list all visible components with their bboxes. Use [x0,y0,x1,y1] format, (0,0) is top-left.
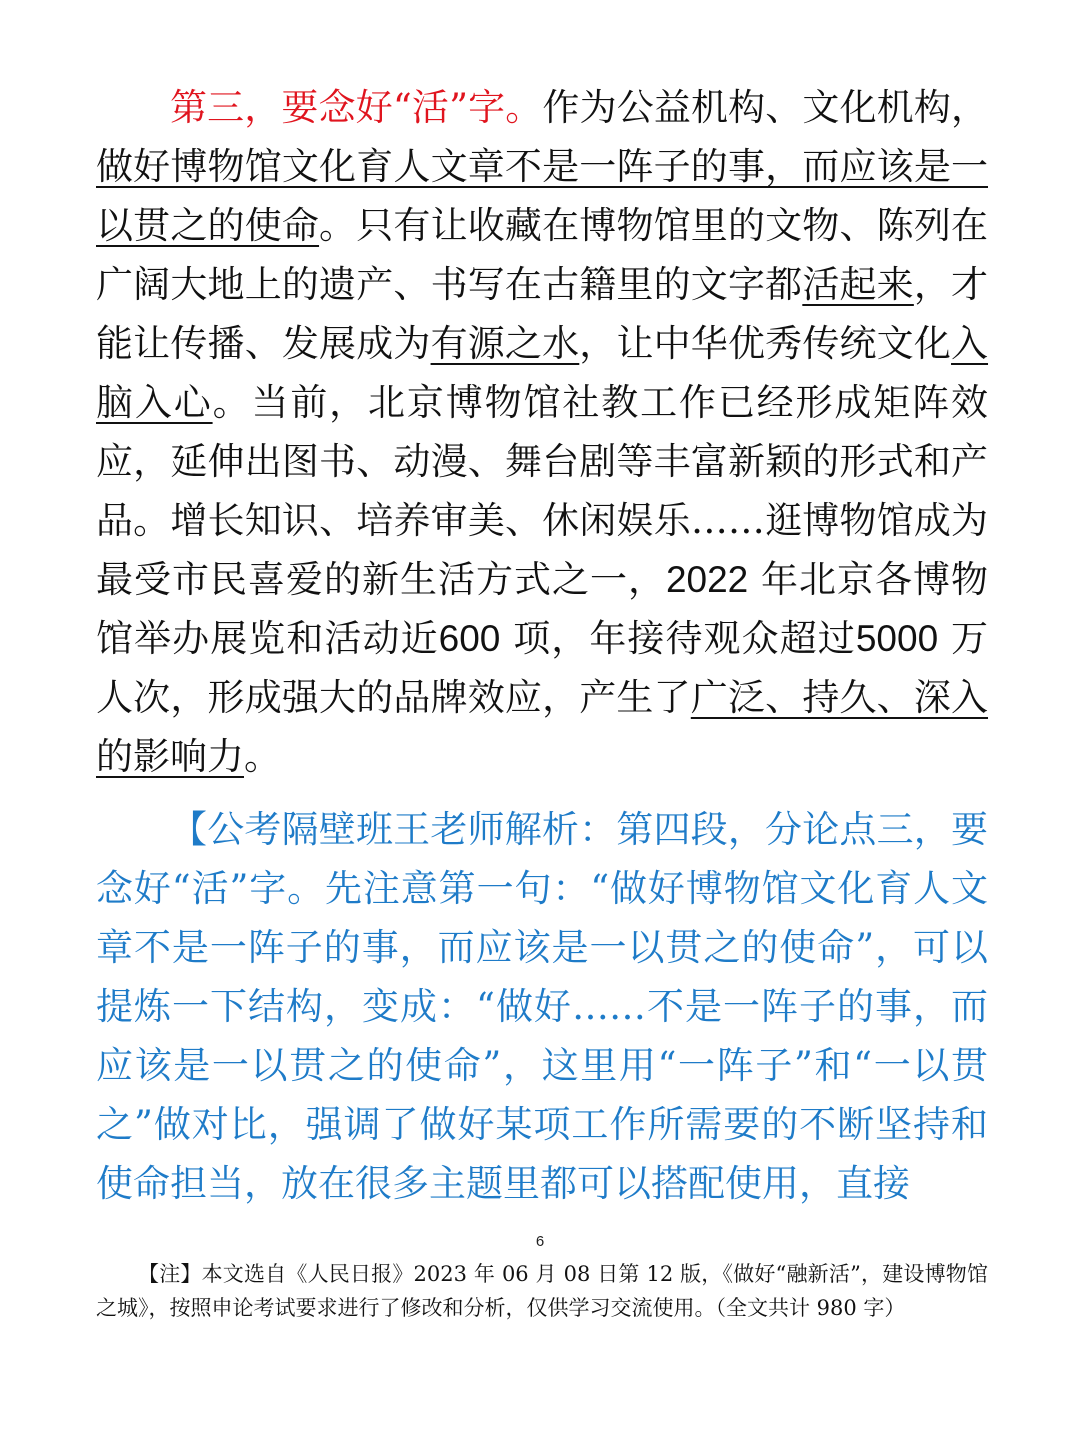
analysis-text: 【公考隔壁班王老师解析：第四段，分论点三，要念好“活”字。先注意第一句：“做好博物馆文化育人文章不是一阵子的事，而应该是一以贯之的使命”，可以提炼一下结构，变成：“做好……不是一阵子的事，而应该是一以贯之的使命”，这里用“一阵子”和“一以贯之”做对比，强调了做好某项工作所需要的不断坚持和使命担当，放在很多主题里都可以搭配使用，直接 [96,808,988,1205]
analysis-paragraph [96,800,988,1213]
text-run: 。当前，北京博物馆社教工作已经形成矩阵效应，延伸出图书、动漫、舞台剧等丰富新颖的形式和产品。增长知识、培养审美、休闲娱乐……逛博物馆成为最受市民喜爱的新生活方式之一， [96,381,989,601]
footnote-text: 【注】本文选自《人民日报》2023 年 06 月 08 日第 12 版，《做好“融新活”，建设博物馆之城》，按照申论考试要求进行了修改和分析，仅供学习交流使用。（全文共计 980 字） [96,1262,988,1320]
section-heading: 第三，要念好“活”字。 [170,86,543,129]
underlined-phrase: 广泛、持久、深入的影响力 [96,676,989,778]
text-run: 年北京各博物馆举办展览和活动近 [96,558,989,660]
footnote [96,1257,988,1325]
number-value: 2022 [665,559,749,600]
underlined-phrase: 做好博物馆文化育人文章不是一阵子的事，而应该是一以贯之的使命 [96,145,988,247]
main-paragraph [96,78,988,786]
number-value: 600 [438,618,501,659]
text-run: 万人次，形成强大的品牌效应，产生了 [96,617,989,719]
underlined-phrase: 活起来 [802,263,914,306]
text-run: 作为公益机构、文化机构， [542,86,988,129]
text-run: 。 [244,735,281,778]
text-run: ，才能让传播、发展成为 [96,263,989,365]
text-run: 。只有让收藏在博物馆里的文物、陈列在广阔大地上的遗产、书写在古籍里的文字都 [96,204,989,306]
underlined-phrase: 入脑入心 [96,322,989,424]
number-value: 5000 [855,618,939,659]
underlined-phrase: 有源之水 [430,322,580,365]
text-run: ，让中华优秀传统文化 [579,322,952,365]
page-number: 6 [535,1233,545,1250]
text-run: 项，年接待观众超过 [500,617,856,660]
